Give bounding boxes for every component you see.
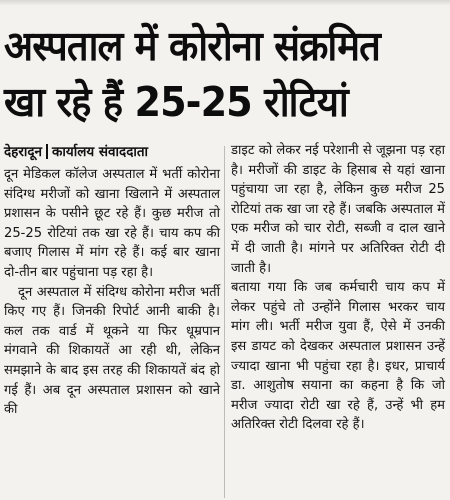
- column-divider: [224, 146, 225, 498]
- headline-line-2: खा रहे हैं 25-25 रोटियां: [4, 78, 348, 126]
- article-paragraph: बताया गया कि जब कर्मचारी चाय कप में लेकर पहुंचे तो उन्होंने गिलास भरकर चाय मांग ली। भर्ती मरीज युवा हैं, ऐसे में उनकी इस डायट को देखकर अस्पताल प्रशासन उन्हें ज्यादा खाना भी पहुंचा रहा है। इधर, प्राचार्य डा. आशुतोष सयाना का कहना है कि जो मरीज ज्यादा रोटी खा रहे हैं, उन्हें भी हम अतिरिक्त रोटी दिलवा रहे हैं।: [231, 280, 445, 433]
- article-paragraph: दून अस्पताल में संदिग्ध कोरोना मरीज भर्ती किए गए हैं। जिनकी रिपोर्ट आनी बाकी है। कल तक वार्ड में थूकने या फिर धूम्रपान मंगवाने की शिकायतें आ रही थी, लेकिन समझाने के बाद इस तरह की शिकायतें बंद हो गई हैं। अब दून अस्पताल प्रशासन को खाने की: [4, 284, 220, 418]
- byline-separator: [46, 144, 48, 159]
- article-paragraph: दून मेडिकल कॉलेज अस्पताल में भर्ती कोरोना संदिग्ध मरीजों को खाना खिलाने में अस्पताल प्रशासन के पसीने छूट रहे हैं। कुछ मरीज तो 25-25 रोटियां तक खा रहे हैं। चाय कप की बजाए गिलास में मांग रहे हैं। कई बार खाना दो-तीन बार पहुंचाना पड़ रहा है।: [4, 167, 220, 280]
- clipping-edge: [0, 0, 450, 6]
- byline: [4, 142, 148, 160]
- article-paragraph: डाइट को लेकर नई परेशानी से जूझना पड़ रहा है। मरीजों की डाइट के हिसाब से यहां खाना पहुंचाया जा रहा है, लेकिन कुछ मरीज 25 रोटियां तक खा जा रहे हैं। जबकि अस्पताल में एक मरीज को चार रोटी, सब्जी व दाल खाने में दी जाती है। मांगने पर अतिरिक्त रोटी दी जाती है।: [231, 143, 445, 276]
- byline-place: देहरादून: [4, 144, 43, 160]
- article-column-left: [4, 165, 220, 420]
- byline-office: कार्यालय संवाददाता: [52, 144, 149, 160]
- article-column-right: [231, 141, 445, 435]
- headline-line-1: अस्पताल में कोरोना संक्रमित: [4, 22, 380, 70]
